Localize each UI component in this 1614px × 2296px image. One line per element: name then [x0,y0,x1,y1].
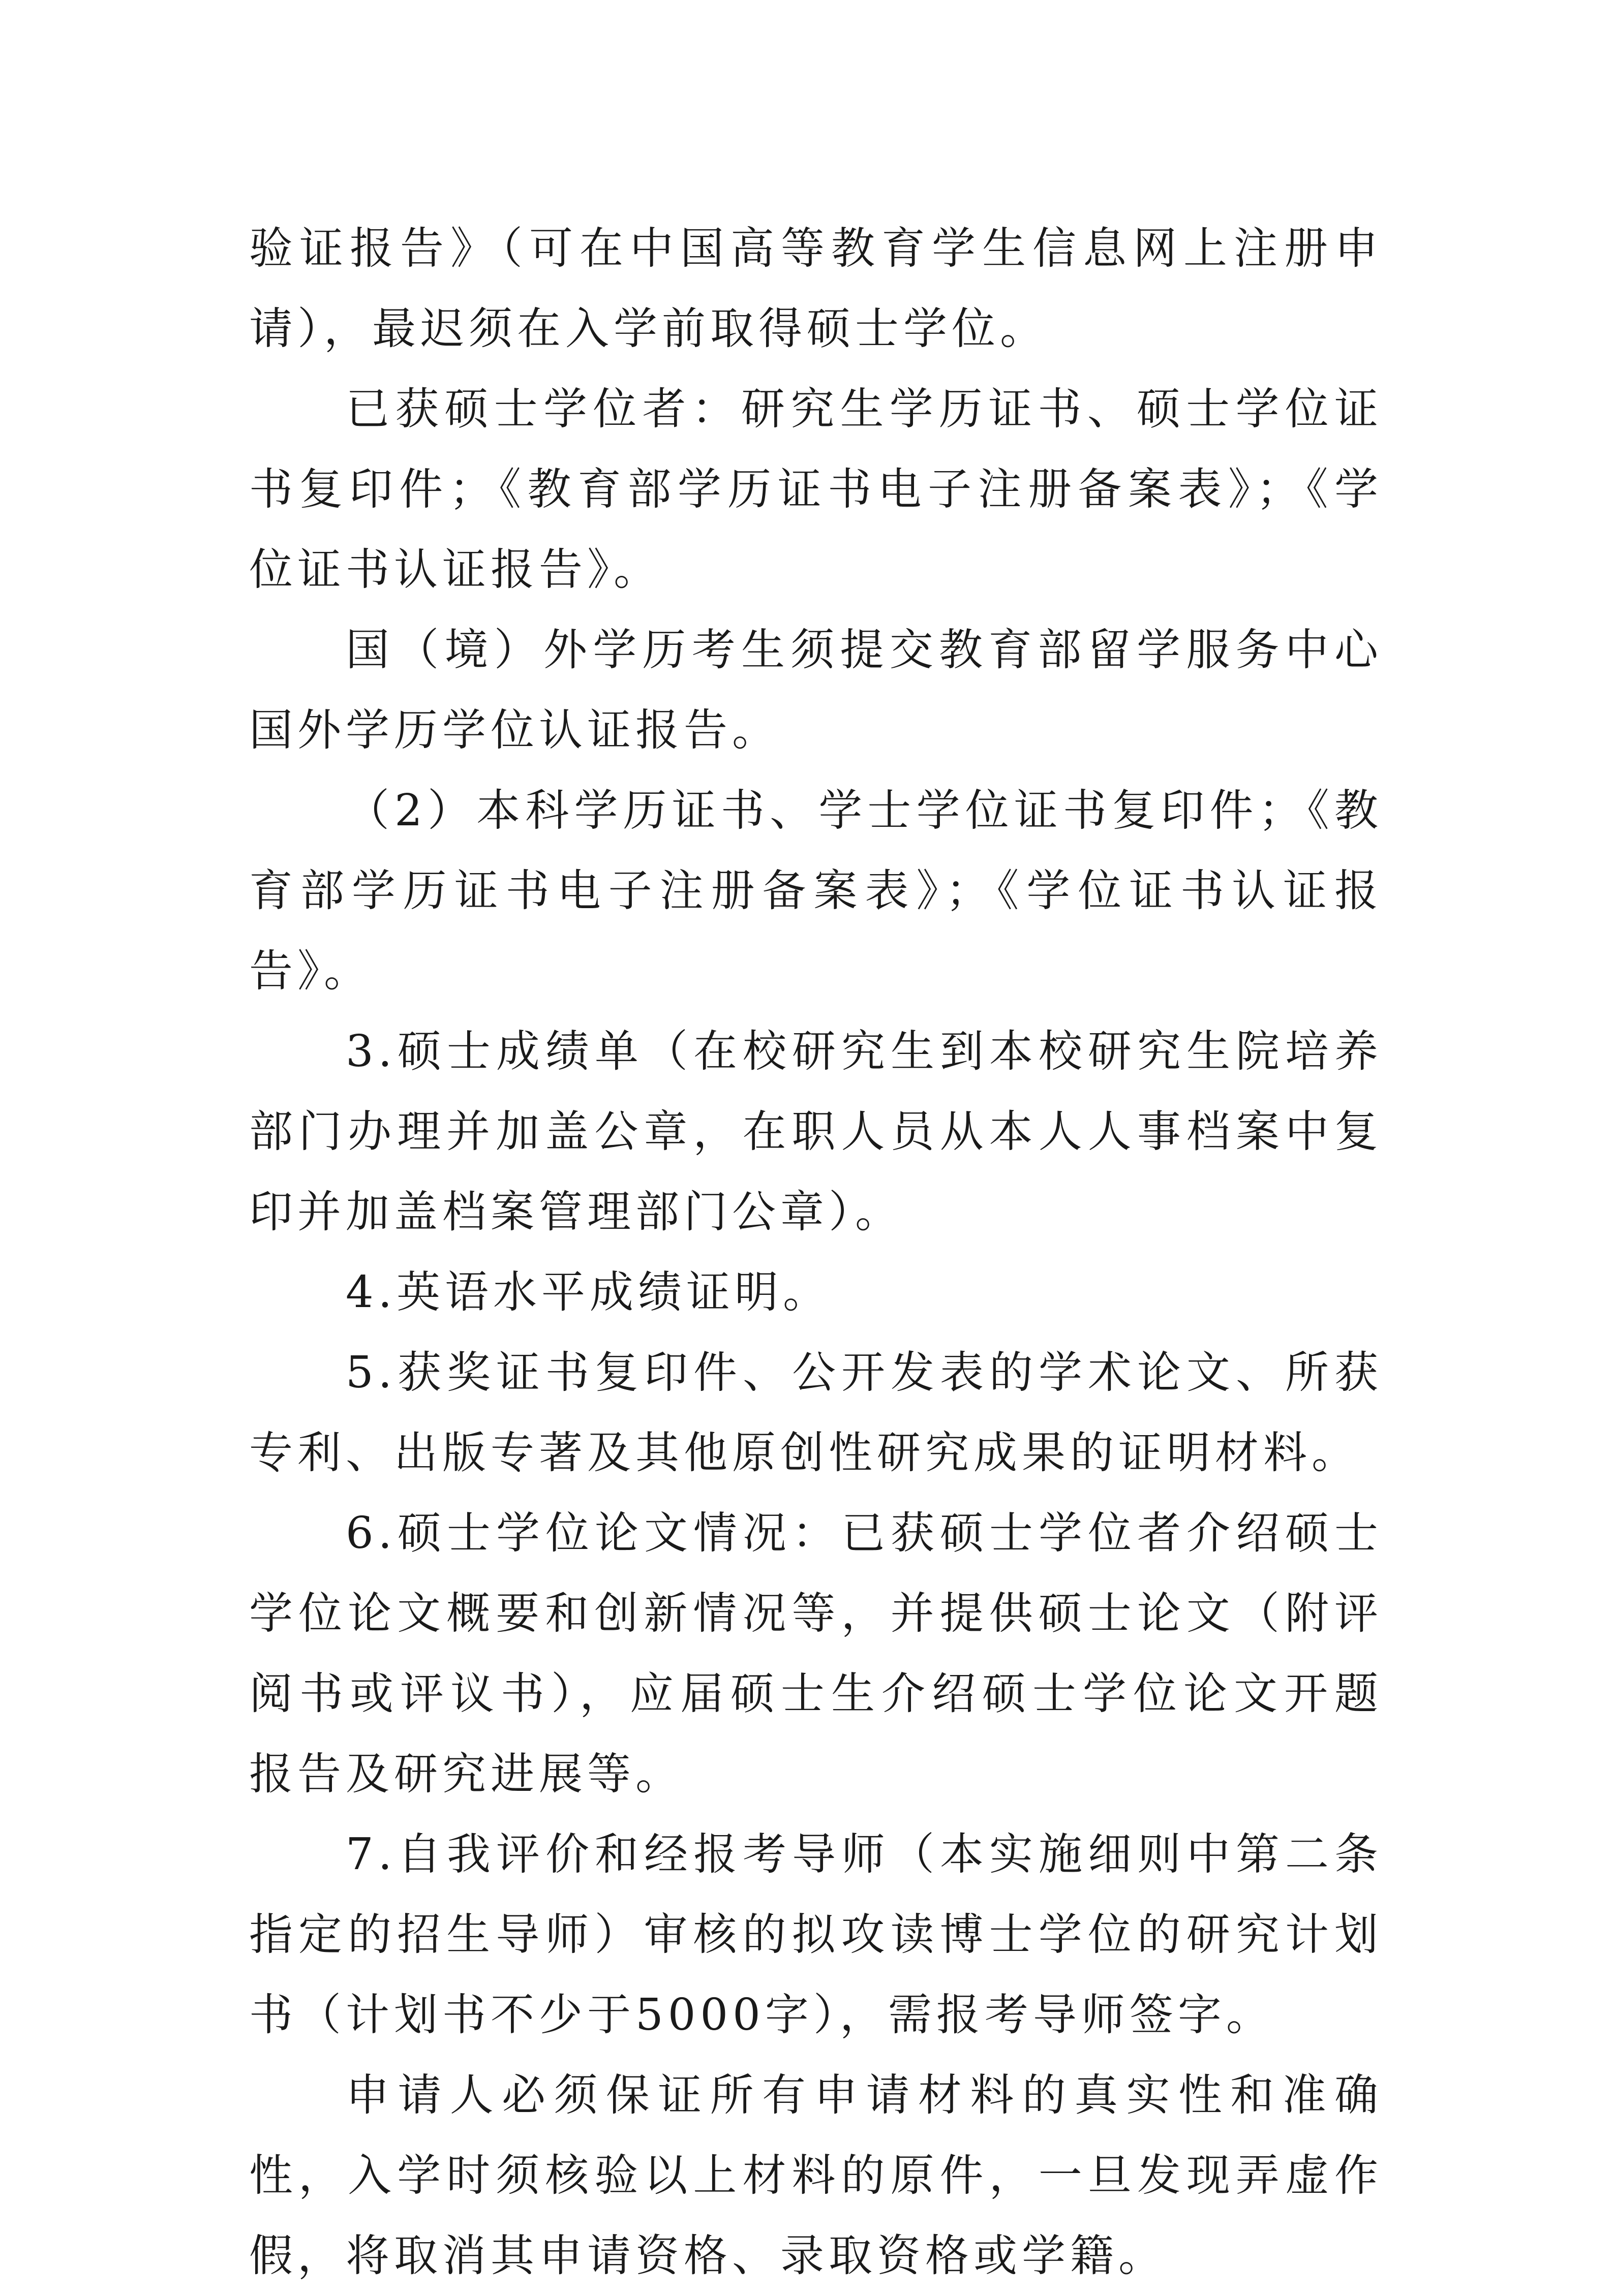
paragraph-bachelor-certificates: （2）本科学历证书、学士学位证书复印件；《教育部学历证书电子注册备案表》；《学位证书认证报告》。 [249,785,1383,997]
paragraph-authenticity-statement: 申请人必须保证所有申请材料的真实性和准确性，入学时须核验以上材料的原件，一旦发现弄虚作假，将取消其申请资格、录取资格或学籍。 [249,2070,1383,2281]
paragraph-item-4-english: 4.英语水平成绩证明。 [346,1267,832,1318]
paragraph-item-5-achievements: 5.获奖证书复印件、公开发表的学术论文、所获专利、出版专著及其他原创性研究成果的证明材料。 [249,1347,1383,1478]
document-body [249,208,1383,2296]
paragraph-item-6-thesis: 6.硕士学位论文情况：已获硕士学位者介绍硕士学位论文概要和创新情况等，并提供硕士论文（附评阅书或评议书），应届硕士生介绍硕士学位论文开题报告及研究进展等。 [249,1508,1383,1799]
paragraph-overseas-degree: 国（境）外学历考生须提交教育部留学服务中心国外学历学位认证报告。 [249,625,1383,756]
paragraph-continuation: 验证报告》（可在中国高等教育学生信息网上注册申请），最迟须在入学前取得硕士学位。 [249,223,1383,354]
paragraph-item-7-research-plan: 7.自我评价和经报考导师（本实施细则中第二条指定的招生导师）审核的拟攻读博士学位的研究计划书（计划书不少于5000字），需报考导师签字。 [249,1829,1383,2040]
paragraph-master-degree-holders: 已获硕士学位者：研究生学历证书、硕士学位证书复印件；《教育部学历证书电子注册备案表》；《学位证书认证报告》。 [249,384,1383,595]
paragraph-item-3-transcript: 3.硕士成绩单（在校研究生到本校研究生院培养部门办理并加盖公章，在职人员从本人人事档案中复印并加盖档案管理部门公章）。 [249,1026,1383,1237]
